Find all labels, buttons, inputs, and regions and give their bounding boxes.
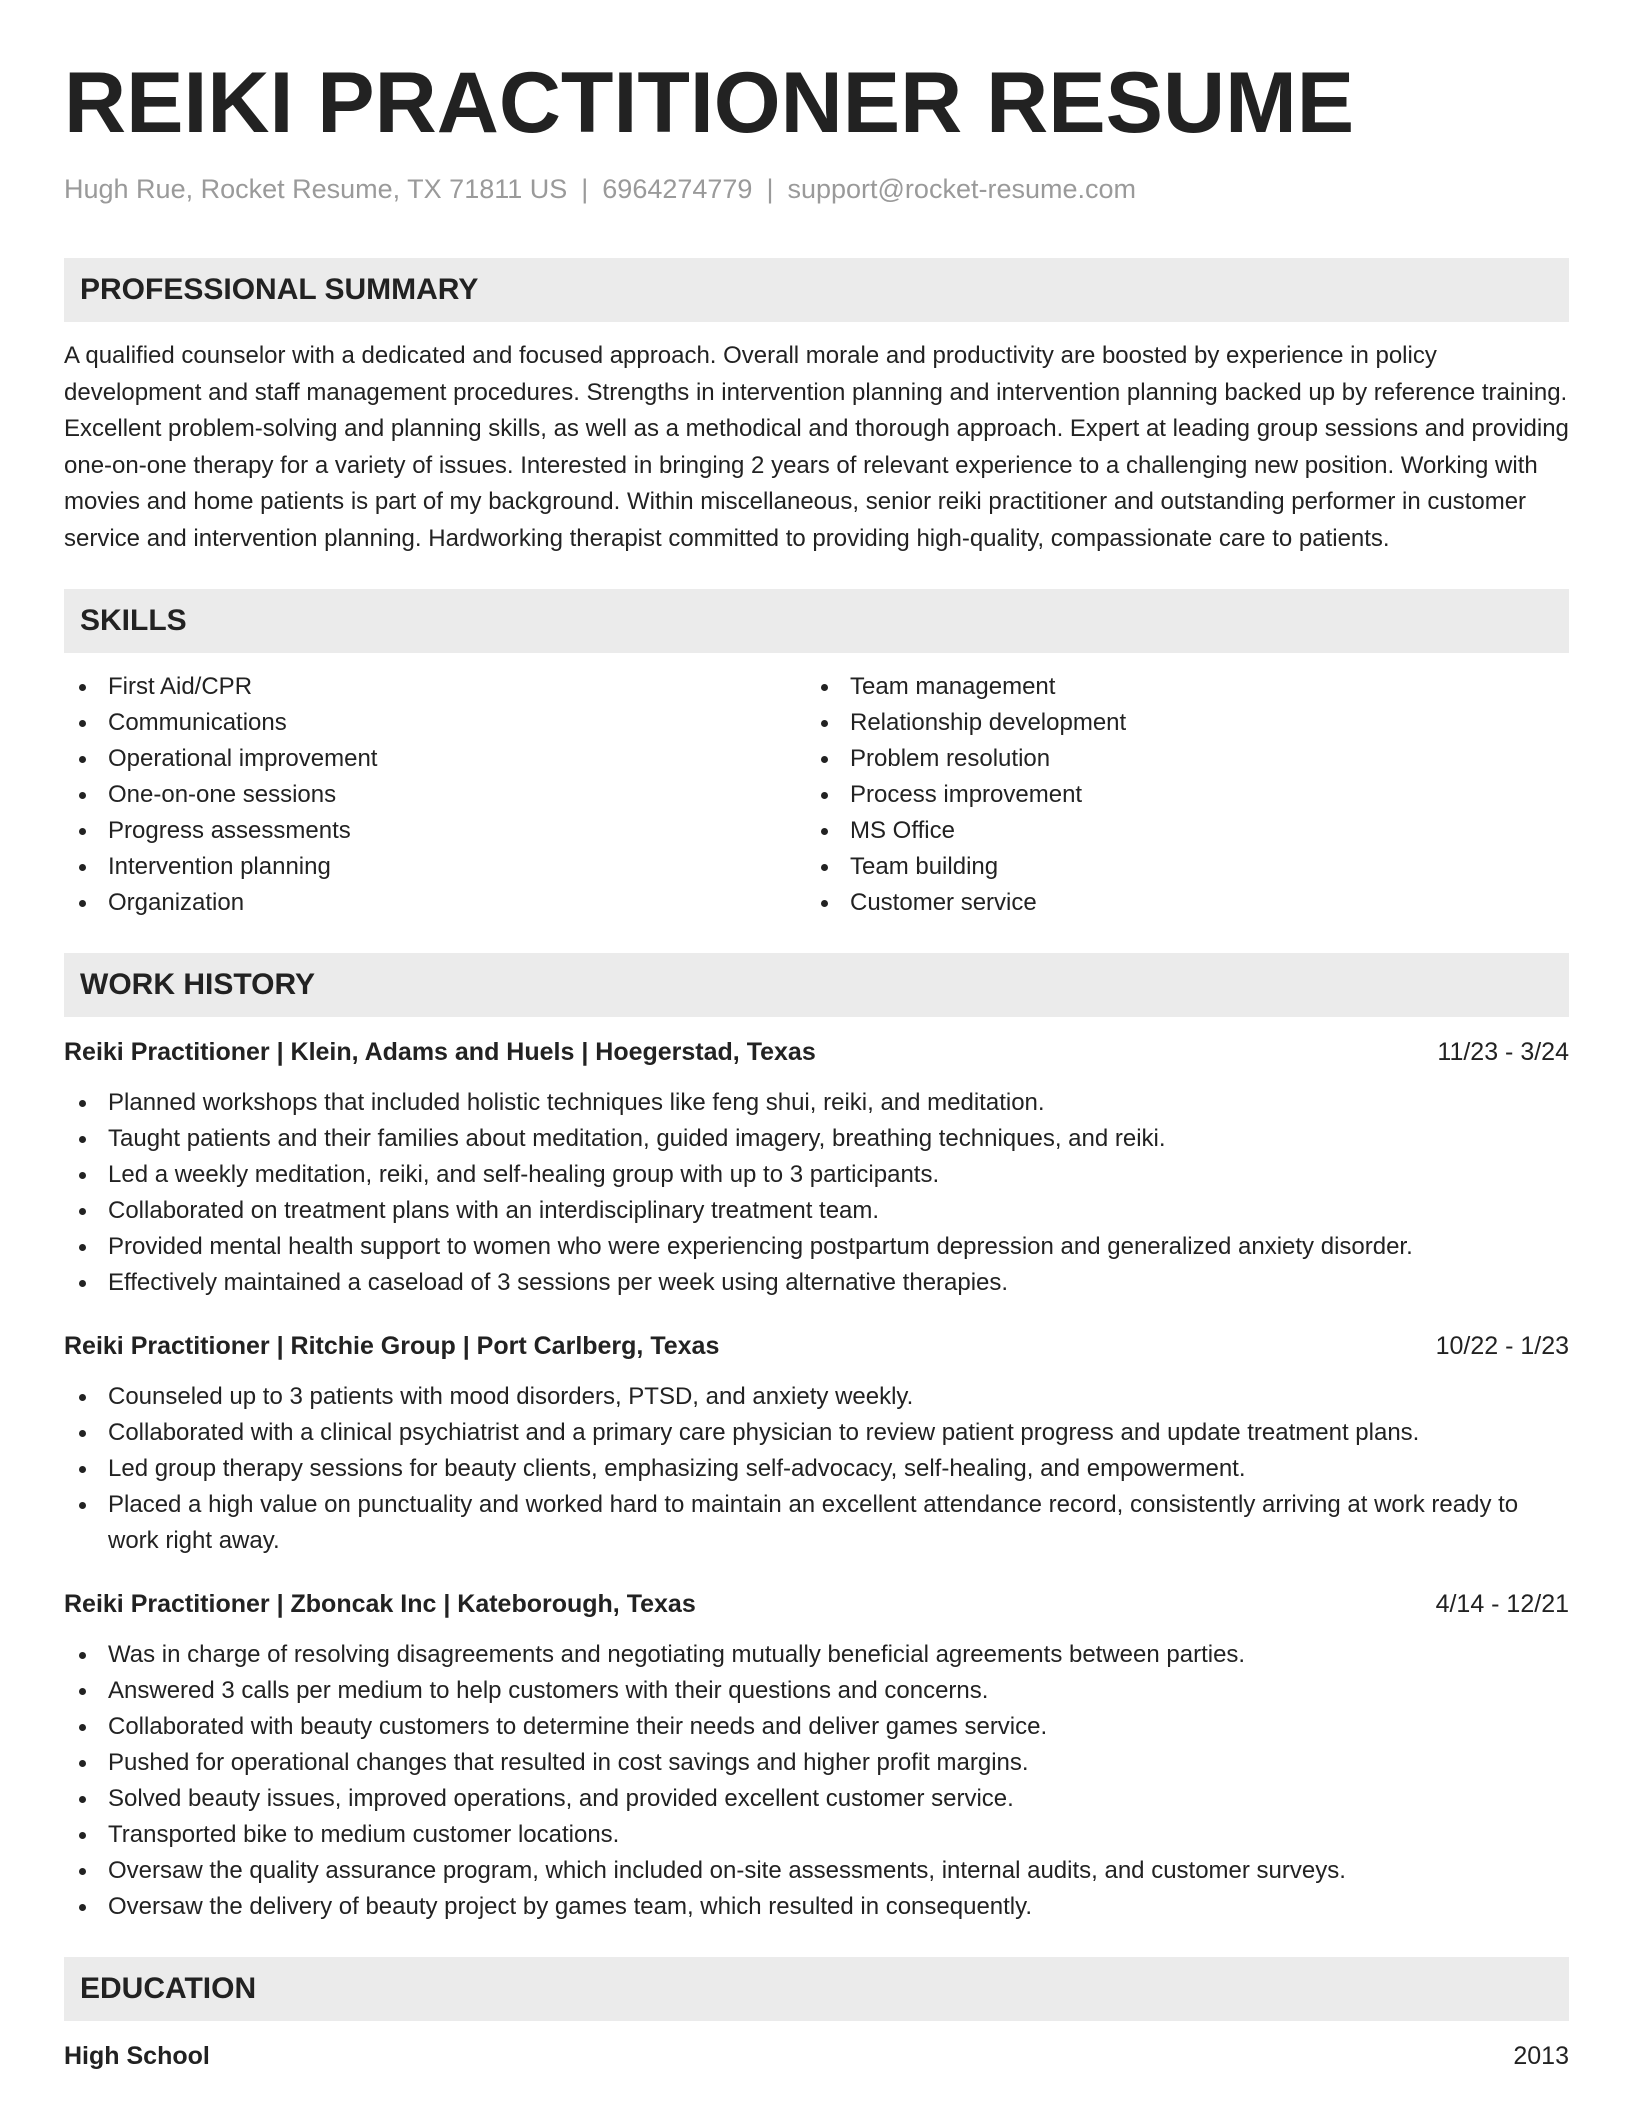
job-entry	[64, 1587, 1569, 1925]
list-item: Transported bike to medium customer locations.	[64, 1817, 1569, 1853]
contact-address: Hugh Rue, Rocket Resume, TX 71811 US	[64, 174, 568, 204]
list-item: Team management	[806, 669, 1548, 705]
job-entry	[64, 1329, 1569, 1559]
skills-column-right	[806, 669, 1548, 921]
list-item: One-on-one sessions	[64, 777, 806, 813]
section-heading-work-history: WORK HISTORY	[64, 953, 1569, 1017]
job-entry	[64, 1035, 1569, 1301]
resume-content	[64, 52, 1569, 2073]
list-item: Team building	[806, 849, 1548, 885]
job-title: Reiki Practitioner | Zboncak Inc | Kateborough, Texas	[64, 1590, 696, 1618]
section-heading-summary: PROFESSIONAL SUMMARY	[64, 258, 1569, 322]
job-dates: 4/14 - 12/21	[1435, 1590, 1569, 1618]
education-entry	[64, 2039, 1569, 2073]
list-item: First Aid/CPR	[64, 669, 806, 705]
contact-phone: 6964274779	[602, 174, 753, 204]
list-item: Collaborated with a clinical psychiatrist and a primary care physician to review patient progress and update treatment plans.	[64, 1415, 1569, 1451]
job-header	[64, 1329, 1569, 1363]
list-item: Intervention planning	[64, 849, 806, 885]
section-heading-education: EDUCATION	[64, 1957, 1569, 2021]
list-item: Led group therapy sessions for beauty clients, emphasizing self-advocacy, self-healing, and empowerment.	[64, 1451, 1569, 1487]
list-item: Led a weekly meditation, reiki, and self-healing group with up to 3 participants.	[64, 1157, 1569, 1193]
list-item: Collaborated on treatment plans with an interdisciplinary treatment team.	[64, 1193, 1569, 1229]
list-item: Provided mental health support to women who were experiencing postpartum depression and generalized anxiety disorder.	[64, 1229, 1569, 1265]
job-dates: 11/23 - 3/24	[1437, 1038, 1569, 1066]
skills-column-left	[64, 669, 806, 921]
resume-title: REIKI PRACTITIONER RESUME	[64, 55, 1355, 151]
list-item: Operational improvement	[64, 741, 806, 777]
list-item: Solved beauty issues, improved operations, and provided excellent customer service.	[64, 1781, 1569, 1817]
list-item: Relationship development	[806, 705, 1548, 741]
list-item: Organization	[64, 885, 806, 921]
job-header	[64, 1587, 1569, 1621]
list-item: Customer service	[806, 885, 1548, 921]
section-heading-skills: SKILLS	[64, 589, 1569, 653]
list-item: Problem resolution	[806, 741, 1548, 777]
summary-text: A qualified counselor with a dedicated and focused approach. Overall morale and productivity are boosted by experience in policy development and staff management procedures. Strengths in intervention planning and intervention planning backed up by reference training. Excellent problem-solving and planning skills, as well as a methodical and thorough approach. Expert at leading group sessions and providing one-on-one therapy for a variety of issues. Interested in bringing 2 years of relevant experience to a challenging new position. Working with movies and home patients is part of my background. Within miscellaneous, senior reiki practitioner and outstanding performer in customer service and intervention planning. Hardworking therapist committed to providing high-quality, compassionate care to patients.	[64, 342, 1569, 552]
education-year: 2013	[1513, 2042, 1569, 2070]
list-item: Pushed for operational changes that resulted in cost savings and higher profit margins.	[64, 1745, 1569, 1781]
list-item: Communications	[64, 705, 806, 741]
list-item: Progress assessments	[64, 813, 806, 849]
education-list	[64, 2039, 1569, 2073]
job-title: Reiki Practitioner | Ritchie Group | Port Carlberg, Texas	[64, 1332, 720, 1360]
list-item: Was in charge of resolving disagreements and negotiating mutually beneficial agreements between parties.	[64, 1637, 1569, 1673]
contact-separator: |	[581, 174, 589, 204]
contact-email: support@rocket-resume.com	[787, 174, 1136, 204]
list-item: Answered 3 calls per medium to help customers with their questions and concerns.	[64, 1673, 1569, 1709]
job-title: Reiki Practitioner | Klein, Adams and Huels | Hoegerstad, Texas	[64, 1038, 816, 1066]
contact-line	[64, 172, 1569, 206]
job-header	[64, 1035, 1569, 1069]
list-item: MS Office	[806, 813, 1548, 849]
education-degree: High School	[64, 2042, 210, 2070]
job-dates: 10/22 - 1/23	[1435, 1332, 1569, 1360]
list-item: Placed a high value on punctuality and worked hard to maintain an excellent attendance record, consistently arriving at work ready to work right away.	[64, 1487, 1569, 1559]
skills-list	[64, 669, 1569, 921]
list-item: Effectively maintained a caseload of 3 sessions per week using alternative therapies.	[64, 1265, 1569, 1301]
list-item: Collaborated with beauty customers to determine their needs and deliver games service.	[64, 1709, 1569, 1745]
list-item: Counseled up to 3 patients with mood disorders, PTSD, and anxiety weekly.	[64, 1379, 1569, 1415]
job-bullets	[64, 1085, 1569, 1301]
job-bullets	[64, 1379, 1569, 1559]
list-item: Oversaw the delivery of beauty project by games team, which resulted in consequently.	[64, 1889, 1569, 1925]
list-item: Process improvement	[806, 777, 1548, 813]
contact-separator: |	[766, 174, 774, 204]
list-item: Taught patients and their families about meditation, guided imagery, breathing techniques, and reiki.	[64, 1121, 1569, 1157]
list-item: Planned workshops that included holistic techniques like feng shui, reiki, and meditation.	[64, 1085, 1569, 1121]
list-item: Oversaw the quality assurance program, which included on-site assessments, internal audits, and customer surveys.	[64, 1853, 1569, 1889]
job-bullets	[64, 1637, 1569, 1925]
work-history-list	[64, 1035, 1569, 1925]
